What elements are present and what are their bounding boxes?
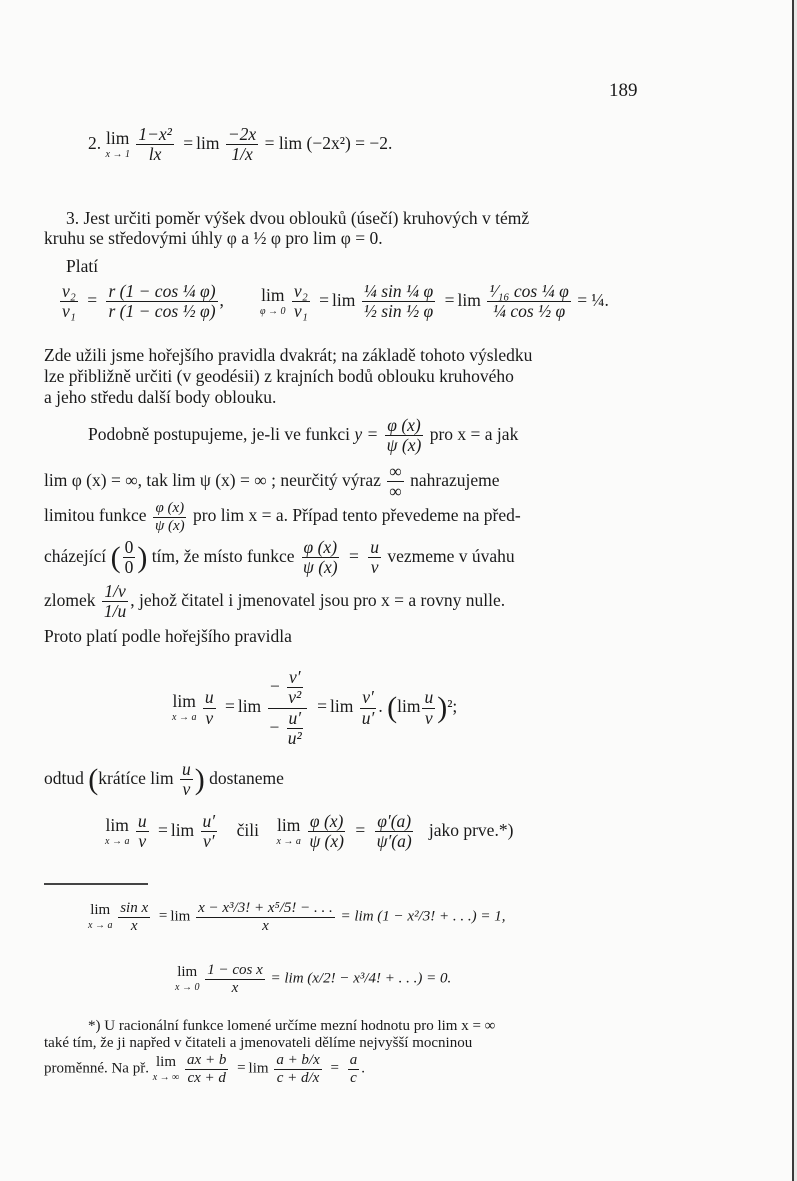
paragraph-2-line-3: limitou funkce $\frac{\varphi (x)}{\psi (x)}$ pro lim x = a. Případ tento převedeme na před- bbox=[44, 500, 521, 534]
lim-operator: lim x → 1 bbox=[105, 127, 130, 160]
page-number: 189 bbox=[609, 80, 638, 101]
paragraph-1-line-2: lze přibližně určiti (v geodésii) z krajních bodů oblouku kruhového bbox=[44, 366, 514, 386]
odtud-line: odtud (krátíce lim $\frac{u}{v}$ ) dostaneme bbox=[44, 759, 284, 800]
example-2-label: 2. bbox=[88, 132, 102, 153]
paragraph-1-line-3: a jeho středu další body oblouku. bbox=[44, 387, 277, 407]
result-equation: lim x → a $\frac{u}{v}$ = lim $\frac{u'}{v'}$ čili lim x → a $\frac{\varphi (x)}{\psi (x)}$ = $\frac{\varphi'(a)}{\psi'(a)}$ jako prve.*) bbox=[105, 811, 514, 852]
example-3-limit: lim φ → 0 $\frac{\text{v₂}}{\text{v₁}}$ = lim $\frac{\text{¼ sin ¼ φ}}{\text{½ sin ½ φ}}$ = lim $\frac{\text{¹⁄₁₆ cos ¼ φ}}{\text{¼ cos ½ φ}}$ = ¼. bbox=[260, 281, 609, 322]
paragraph-2-line-5: zlomek $\frac{1/v}{1/u}$ , jehož čitatel i jmenovatel jsou pro x = a rovny nulle. bbox=[44, 581, 506, 622]
example-2: 2. lim x → 1 $\frac{\text{1−x²}}{lx}$ = lim $\frac{-2x}{1/x}$ = lim (−2x²) = −2. bbox=[88, 124, 393, 165]
paragraph-1-line-1: Zde užili jsme hořejšího pravidla dvakrát; na základě tohoto výsledku bbox=[44, 345, 533, 365]
paragraph-2-line-4: cházející ( $\frac{0}{0}$ ) tím, že místo funkce $\frac{\varphi (x)}{\psi (x)}$ = $\frac{u}{v}$ vezmeme v úvahu bbox=[44, 537, 515, 578]
fraction: $\frac{-2x}{1/x}$ bbox=[227, 124, 257, 165]
paragraph-2-line-1: Podobně postupujeme, je-li ve funkci y = $\frac{\varphi (x)}{\psi (x)}$ pro x = a jak bbox=[88, 415, 519, 456]
footnote-line-1: *) U racionální funkce lomené určíme mezní hodnotu pro lim x = ∞ bbox=[88, 1018, 496, 1034]
footnote-line-3: proměnné. Na př. lim x → ∞ $\frac{ax + b}{cx + d}$ = lim $\frac{a + b/x}{c + d/x}$ = $\frac{a}{c}$ . bbox=[44, 1052, 365, 1086]
footnote-line-2: také tím, že ji napřed v čitateli a jmenovateli dělíme nejvyšší mocninou bbox=[44, 1035, 473, 1051]
paragraph-2-line-6: Proto platí podle hořejšího pravidla bbox=[44, 626, 292, 646]
example-3-line-1: 3. Jest určiti poměr výšek dvou oblouků (úsečí) kruhových v témž bbox=[66, 208, 530, 228]
example-3-line-2: kruhu se středovými úhly φ a ½ φ pro lim φ = 0. bbox=[44, 228, 383, 248]
page-binding-line bbox=[792, 0, 794, 1181]
paragraph-2-line-2: lim φ (x) = ∞, tak lim ψ (x) = ∞ ; neurčitý výraz $\frac{\infty}{\infty}$ nahrazujeme bbox=[44, 461, 500, 502]
footnote-rule bbox=[44, 883, 148, 885]
plati-label: Platí bbox=[66, 256, 99, 276]
footnote-equation-1: lim x → a $\frac{\text{sin x}}{x}$ = lim $\frac{\text{x − x³/3! + x⁵/5! − . . .}}{x}$ = lim (1 − x²/3! + . . .) = 1, bbox=[88, 900, 506, 934]
example-2-tail: = lim (−2x²) = −2. bbox=[264, 132, 393, 153]
fraction: $\frac{\text{1−x²}}{lx}$ bbox=[138, 124, 172, 165]
footnote-equation-2: lim x → 0 $\frac{\text{1 − cos x}}{x}$ = lim (x/2! − x³/4! + . . .) = 0. bbox=[175, 962, 452, 996]
derivation-equation: lim x → a $\frac{u}{v}$ = lim − $\frac{v'}{\text{v²}}$ − $\frac{u'}{\text{u²}}$ = lim $\frac{v'}{u'}$ . (lim $\frac{u}{v}$ )²; bbox=[172, 667, 458, 748]
example-3-equation: $\frac{\text{v₂}}{\text{v₁}}$ = $\frac{\text{r (1 − cos ¼ φ)}}{\text{r (1 − cos ½ φ)}}$ , bbox=[62, 281, 224, 322]
